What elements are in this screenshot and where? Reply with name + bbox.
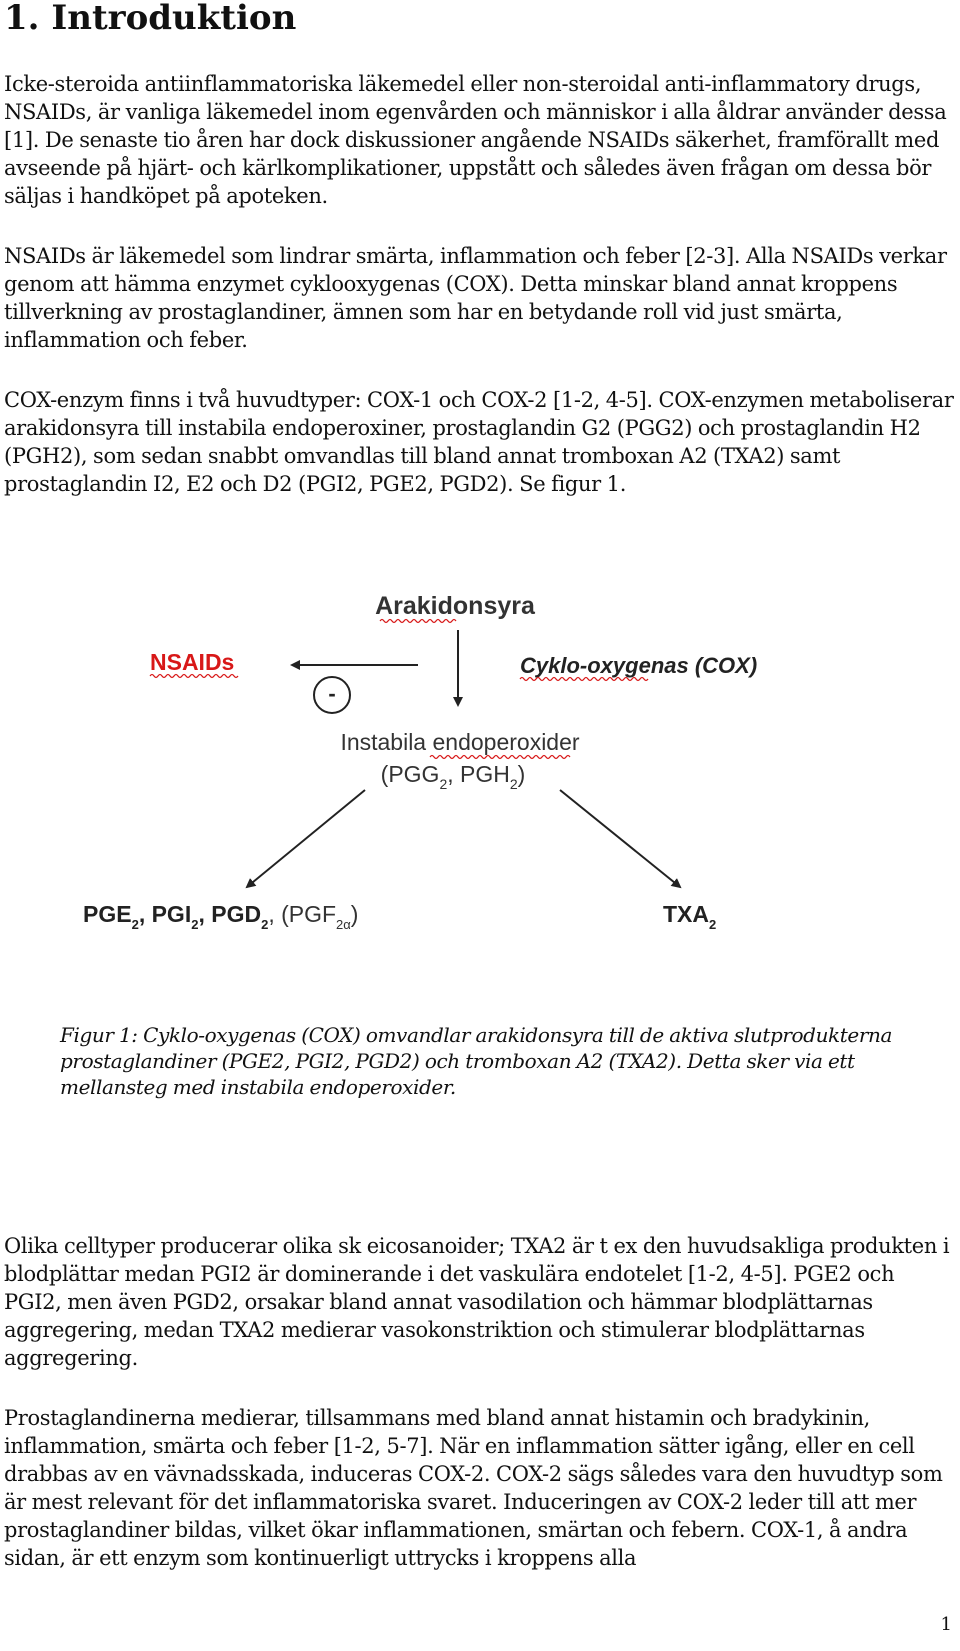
figure-product-prostaglandins: $PGE_2$, $PGI_2$, $PGD_2$, $(PGF_{2\alpha})$ xyxy=(83,901,359,932)
figure-substrate-label: Arakidonsyra xyxy=(375,592,535,620)
paragraph-nsaids-effect: NSAIDs är läkemedel som lindrar smärta, inflammation och feber [2-3]. Alla NSAIDs verkar genom att hämma enzymet cyklooxygenas (COX). Detta minskar bland annat kroppens tillverkning av prostaglandiner, ämnen som har en betydande roll vid just smärta, inflammation och feber. xyxy=(4,244,947,352)
arrow-to-thromboxane xyxy=(560,790,680,887)
figure-intermediate-compounds: ($PGG_2$, $PGH_2$) xyxy=(380,761,526,792)
paragraph-nsaids-intro: Icke-steroida antiinflammatoriska läkemedel eller non-steroidal anti-inflammatory drugs, NSAIDs, är vanliga läkemedel inom egenvården och människor i alla åldrar använder dessa [1]. De senaste tio åren har dock diskussioner angående NSAIDs säkerhet, framförallt med avseende på hjärt- och kärlkomplikationer, uppstått och således även frågan om dessa bör säljas i handköpet på apoteken. xyxy=(4,72,947,208)
figure-caption: Figur 1: Cyklo-oxygenas (COX) omvandlar arakidonsyra till de aktiva slutprodukterna prostaglandiner (PGE2, PGI2, PGD2) och tromboxan A2 (TXA2). Detta sker via ett mellansteg med instabila endoperoxider. xyxy=(60,1023,893,1099)
figure-product-thromboxane: $TXA_2$ xyxy=(663,901,717,932)
inhibition-sign: - xyxy=(328,681,336,706)
paragraph-cox-enzymes: COX-enzym finns i två huvudtyper: COX-1 och COX-2 [1-2, 4-5]. COX-enzymen metaboliserar arakidonsyra till instabila endoperoxiner, prostaglandin G2 (PGG2) och prostaglandin H2 (PGH2), som sedan snabbt omvandlas till bland annat tromboxan A2 (TXA2) samt prostaglandin I2, E2 och D2 (PGI2, PGE2, PGD2). Se figur 1. xyxy=(4,388,954,496)
figure-enzyme-label: Cyklo-oxygenas (COX) xyxy=(520,653,758,678)
paragraph-eicosanoids: Olika celltyper producerar olika sk eicosanoider; TXA2 är t ex den huvudsakliga produkten i blodplättar medan PGI2 är dominerande i det vaskulära endotelet [1-2, 4-5]. PGE2 och PGI2, men även PGD2, orsakar bland annat vasodilation och hämmar blodplättarnas aggregering, medan TXA2 medierar vasokonstriktion och stimulerar blodplättarnas aggregering. xyxy=(4,1234,950,1370)
arrow-to-prostaglandins xyxy=(247,790,365,887)
paragraph-prostaglandins-inflammation: Prostaglandinerna medierar, tillsammans med bland annat histamin och bradykinin, inflammation, smärta och feber [1-2, 5-7]. När en inflammation sätter igång, eller en cell drabbas av en vävnadsskada, induceras COX-2. COX-2 sägs således vara den huvudtyp som är mest relevant för det inflammatoriska svaret. Induceringen av COX-2 leder till att mer prostaglandiner bildas, vilket ökar inflammationen, smärtan och febern. COX-1, å andra sidan, är ett enzym som kontinuerligt uttrycks i kroppens alla xyxy=(4,1406,943,1570)
section-title: 1. Introduktion xyxy=(4,0,297,38)
figure-inhibitor-label: NSAIDs xyxy=(150,649,235,675)
figure-intermediate-label: Instabila endoperoxider xyxy=(340,729,580,755)
cox-pathway-figure xyxy=(0,580,960,980)
intermediate-spellcheck-underline xyxy=(430,756,570,759)
page-number: 1 xyxy=(940,1614,952,1635)
